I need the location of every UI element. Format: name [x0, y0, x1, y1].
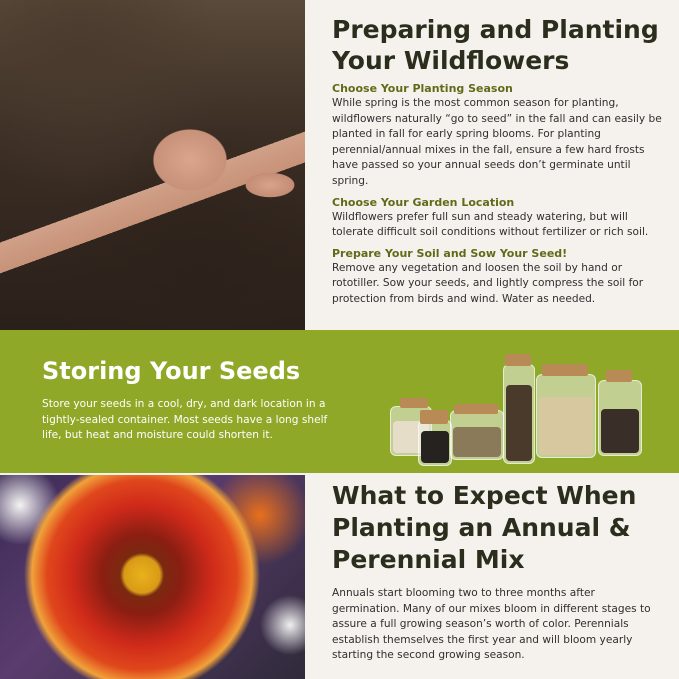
storing-title: Storing Your Seeds [42, 357, 301, 385]
garden-location-heading: Choose Your Garden Location [332, 195, 515, 209]
expect-section [332, 480, 652, 664]
prepare-soil-text: Remove any vegetation and loosen the soil by hand or rototiller. Sow your seeds, and lightly compress the soil for protection from birds and wind. Water as needed. [332, 261, 644, 305]
hand-sowing-seeds-photo [0, 0, 305, 330]
gaillardia-flower-photo [0, 475, 305, 679]
prepare-soil-heading: Prepare Your Soil and Sow Your Seed! [332, 246, 568, 260]
storing-section [42, 356, 342, 444]
storing-text: Store your seeds in a cool, dry, and dark location in a tightly-sealed container. Most seeds have a long shelf life, but heat and moisture could shorten it. [42, 398, 328, 442]
preparing-section [332, 14, 664, 308]
planting-season-text: While spring is the most common season for planting, wildflowers naturally “go to seed” in the fall and can easily be planted in fall for early spring blooms. For planting perennial/annual mixes in the fall, ensure a few hard frosts have passed so your annual seeds don’t germinate until spring. [332, 97, 662, 187]
planting-season-heading: Choose Your Planting Season [332, 82, 513, 95]
expect-text: Annuals start blooming two to three months after germination. Many of our mixes bloom in different stages to assure a full growing season’s worth of color. Perennials establish themselves the first year and will bloom yearly starting the second growing season. [332, 587, 651, 662]
preparing-title: Preparing and Planting Your Wildflowers [332, 15, 659, 75]
garden-location-text: Wildflowers prefer full sun and steady watering, but will tolerate difficult soil conditions without fertilizer or rich soil. [332, 210, 649, 239]
expect-title: What to Expect When Planting an Annual & Perennial Mix [332, 481, 637, 574]
